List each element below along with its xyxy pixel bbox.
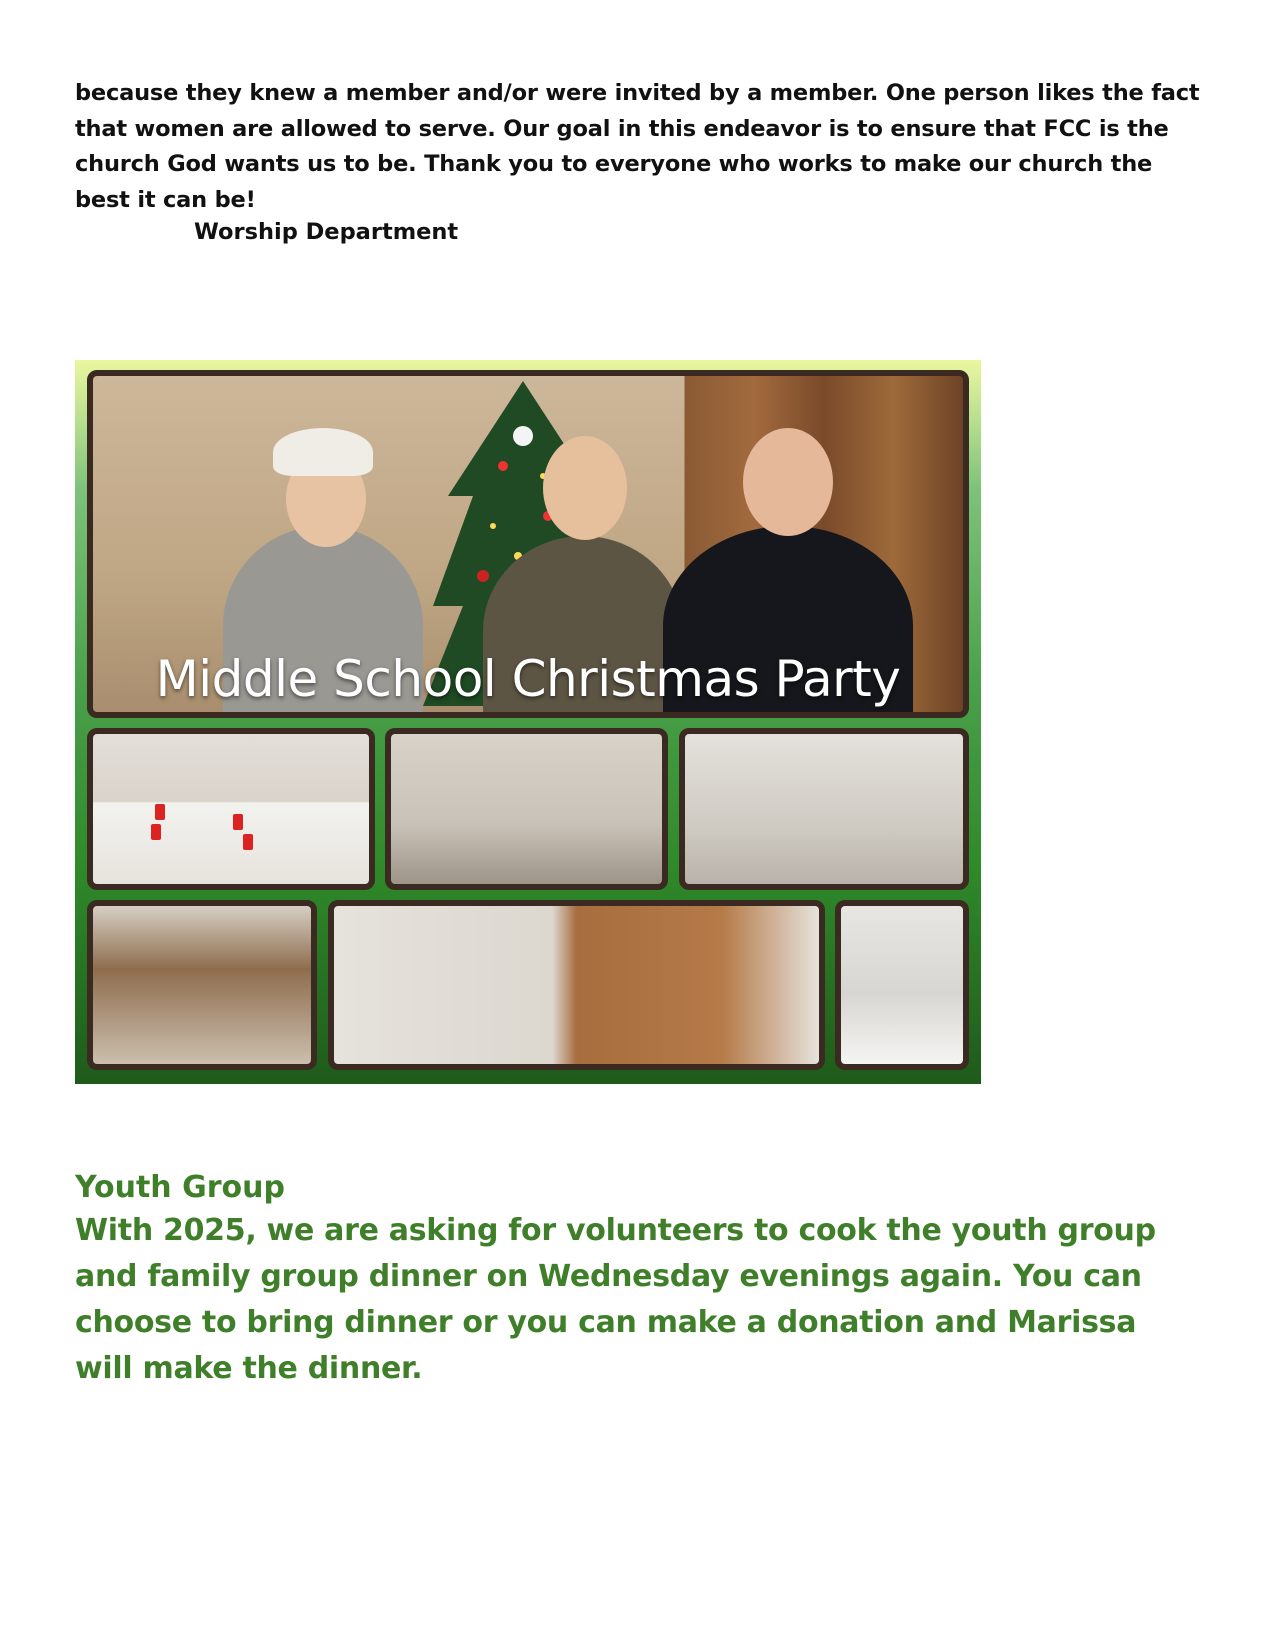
photo-kids-hall: [87, 900, 317, 1070]
intro-paragraph: because they knew a member and/or were invited by a member. One person likes the fact that women are allowed to serve. Our goal in this endeavor is to ensure that FCC is the church God wants us to be. Thank you to everyone who works to make our church the best it can be!: [75, 80, 1200, 213]
red-cup: [155, 804, 165, 820]
santa-hat: [273, 428, 373, 476]
youth-group-heading: Youth Group: [75, 1170, 285, 1205]
youth-group-body: With 2025, we are asking for volunteers to cook the youth group and family group dinner on Wednesday evenings again. You can choose to bring dinner or you can make a donation and Marissa will make the dinner.: [75, 1213, 1156, 1386]
photo-table-game: [835, 900, 969, 1070]
collage-title: Middle School Christmas Party: [155, 650, 901, 708]
red-cup: [243, 834, 253, 850]
signature: Worship Department: [194, 219, 459, 245]
photo-kids-game: [679, 728, 969, 890]
photo-group-activity: [328, 900, 825, 1070]
photo-cup-game: [87, 728, 375, 890]
person-right-head: [743, 428, 833, 536]
red-cup: [233, 814, 243, 830]
person-middle-head: [543, 436, 627, 540]
photo-collage: [75, 360, 981, 1084]
main-photo: [87, 370, 969, 718]
photo-party-tree: [385, 728, 668, 890]
red-cup: [151, 824, 161, 840]
